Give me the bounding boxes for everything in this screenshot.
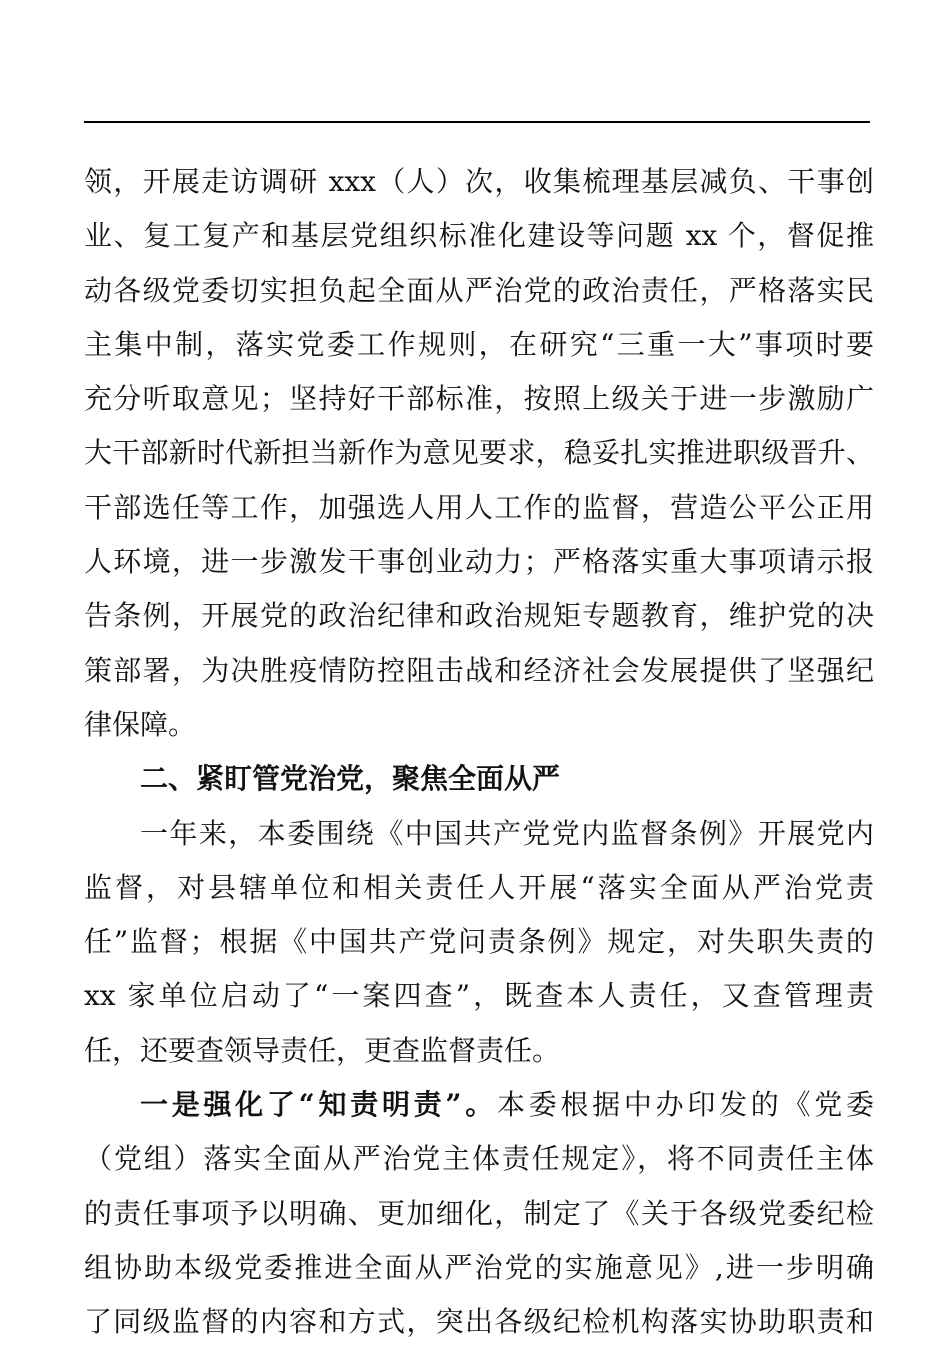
paragraph-line: 告条例，开展党的政治纪律和政治规矩专题教育，维护党的决: [84, 599, 874, 633]
paragraph-line: 人环境，进一步激发干事创业动力；严格落实重大事项请示报: [84, 545, 874, 579]
paragraph-line: 领，开展走访调研 xxx（人）次，收集梳理基层减负、干事创: [84, 165, 874, 198]
paragraph-line: 策部署，为决胜疫情防控阻击战和经济社会发展提供了坚强纪: [84, 653, 874, 687]
paragraph-line: 动各级党委切实担负起全面从严治党的政治责任，严格落实民: [84, 273, 874, 307]
paragraph-line: 了同级监督的内容和方式，突出各级纪检机构落实协助职责和: [84, 1305, 874, 1339]
paragraph-line: 组协助本级党委推进全面从严治党的实施意见》,进一步明确: [84, 1250, 874, 1284]
paragraph-line: 任，还要查领导责任，更查监督责任。: [84, 1033, 561, 1067]
paragraph-1: [84, 155, 874, 752]
paragraph-line: 主集中制，落实党委工作规则，在研究“三重一大”事项时要: [84, 327, 874, 361]
paragraph-line: 任”监督；根据《中国共产党问责条例》规定，对失职失责的: [84, 925, 874, 959]
paragraph-line: 充分听取意见；坚持好干部标准，按照上级关于进一步激励广: [84, 382, 874, 416]
header-rule: [84, 121, 870, 123]
paragraph-line: 的责任事项予以明确、更加细化，制定了《关于各级党委纪检: [84, 1196, 874, 1230]
paragraph-line: xx 家单位启动了“一案四查”，既查本人责任，又查管理责: [84, 979, 874, 1013]
document-body: [84, 155, 874, 1350]
paragraph-line: 干部选任等工作，加强选人用人工作的监督，营造公平公正用: [84, 490, 874, 524]
paragraph-line: 大干部新时代新担当新作为意见要求，稳妥扎实推进职级晋升、: [84, 436, 874, 470]
paragraph-line: 监督，对县辖单位和相关责任人开展“落实全面从严治党责: [84, 870, 874, 904]
paragraph-line: （党组）落实全面从严治党主体责任规定》，将不同责任主体: [84, 1142, 874, 1176]
bold-lead-text: 一是强化了“知责明责”。: [140, 1088, 497, 1122]
paragraph-2: [84, 807, 874, 1078]
paragraph-line: 一年来，本委围绕《中国共产党党内监督条例》开展党内: [140, 816, 874, 850]
paragraph-3: [84, 1078, 874, 1349]
paragraph-line: 律保障。: [84, 707, 197, 741]
paragraph-line: [84, 1078, 874, 1132]
lead-line-text: 本委根据中办印发的《党委: [496, 1088, 874, 1122]
section-heading: 二、紧盯管党治党，聚焦全面从严: [140, 762, 561, 796]
paragraph-line: 业、复工复产和基层党组织标准化建设等问题 xx 个，督促推: [84, 219, 874, 253]
